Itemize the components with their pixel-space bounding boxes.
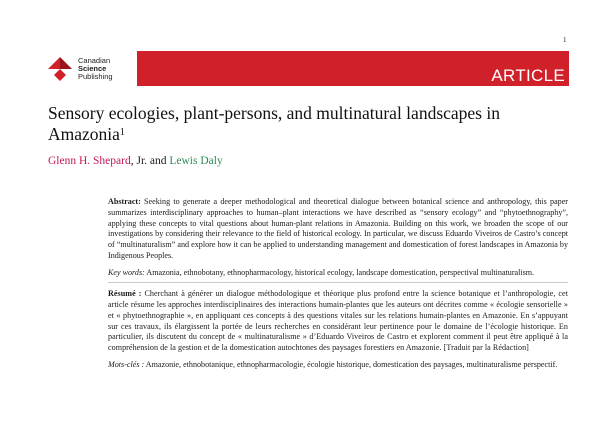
csp-logo-icon xyxy=(46,49,76,83)
abstract-en xyxy=(108,197,568,262)
publisher-name-line2: Science xyxy=(78,64,107,73)
author-list xyxy=(48,155,223,167)
author-link-daly[interactable]: Lewis Daly xyxy=(169,155,223,167)
abstract-label: Abstract: xyxy=(108,197,141,206)
page-number: 1 xyxy=(563,36,567,44)
section-divider xyxy=(108,282,568,283)
keywords-fr xyxy=(108,360,568,371)
article-label: ARTICLE xyxy=(491,66,565,85)
title-footnote-mark[interactable]: 1 xyxy=(119,127,125,138)
paper-title xyxy=(48,103,578,145)
publisher-name-line3: Publishing xyxy=(78,72,113,81)
abstract-fr xyxy=(108,289,568,354)
keywords-en xyxy=(108,268,568,279)
keywords-fr-label: Mots-clés : xyxy=(108,359,145,369)
publisher-name-line1: Canadian xyxy=(78,56,111,65)
keywords-en-text: Amazonia, ethnobotany, ethnopharmacology, historical ecology, landscape domestication, perspectival multinaturalism. xyxy=(144,267,535,277)
author-link-shepard[interactable]: Glenn H. Shepard xyxy=(48,155,131,167)
resume-label: Résumé : xyxy=(108,289,142,299)
resume-text: Cherchant à générer un dialogue méthodologique et théorique plus profond entre la science botanique et l’anthropologie, cet article résume les approches interdisciplinaires des interactions humain-plantes que les auteurs ont décrites comme « écologie sensorielle » et « phytoethnographie », en appliquant ces concepts à des questions vitales sur les relations humain-plantes en Amazonie. En s’appuyant sur ces travaux, ils élargissent la portée de leurs recherches en considérant leur pertinence pour le domaine de l’écologie historique. En particulier, ils discutent du concept de « multinaturalisme » d’Eduardo Viveiros de Castro et explorent comment il peut être appliqué à la compréhension de la gestion et de la domestication autochtones des paysages forestiers en Amazonie. [Traduit par la Rédaction] xyxy=(108,289,569,352)
article-banner xyxy=(137,51,569,86)
paper-title-text: Sensory ecologies, plant-persons, and multinatural landscapes in Amazonia xyxy=(48,103,500,144)
publisher-logo xyxy=(46,49,136,89)
keywords-fr-text: Amazonie, ethnobotanique, ethnopharmacologie, écologie historique, domestication des paysages, multinaturalisme perspectif. xyxy=(144,359,558,369)
abstract-block xyxy=(108,197,568,371)
author-conjunction: and xyxy=(147,155,170,167)
keywords-en-label: Key words: xyxy=(108,267,145,277)
author-suffix: , Jr. xyxy=(130,155,148,167)
abstract-text: Seeking to generate a deeper methodological and theoretical dialogue between botanical science and anthropology, this paper summarizes interdisciplinary approaches to human–plant interactions we have described as “sensory ecology” and “phytoethnography”, applying these concepts to vital questions about human-plant relations in Amazonia. Building on this work, we broaden the scope of our investigations by considering their relevance to the field of historical ecology. In particular, we discuss Eduardo Viveiros de Castro’s concept of “multinaturalism” and explore how it can be applied to understanding management and domestication of forest landscapes in Amazonia by Indigenous Peoples. xyxy=(108,197,568,260)
